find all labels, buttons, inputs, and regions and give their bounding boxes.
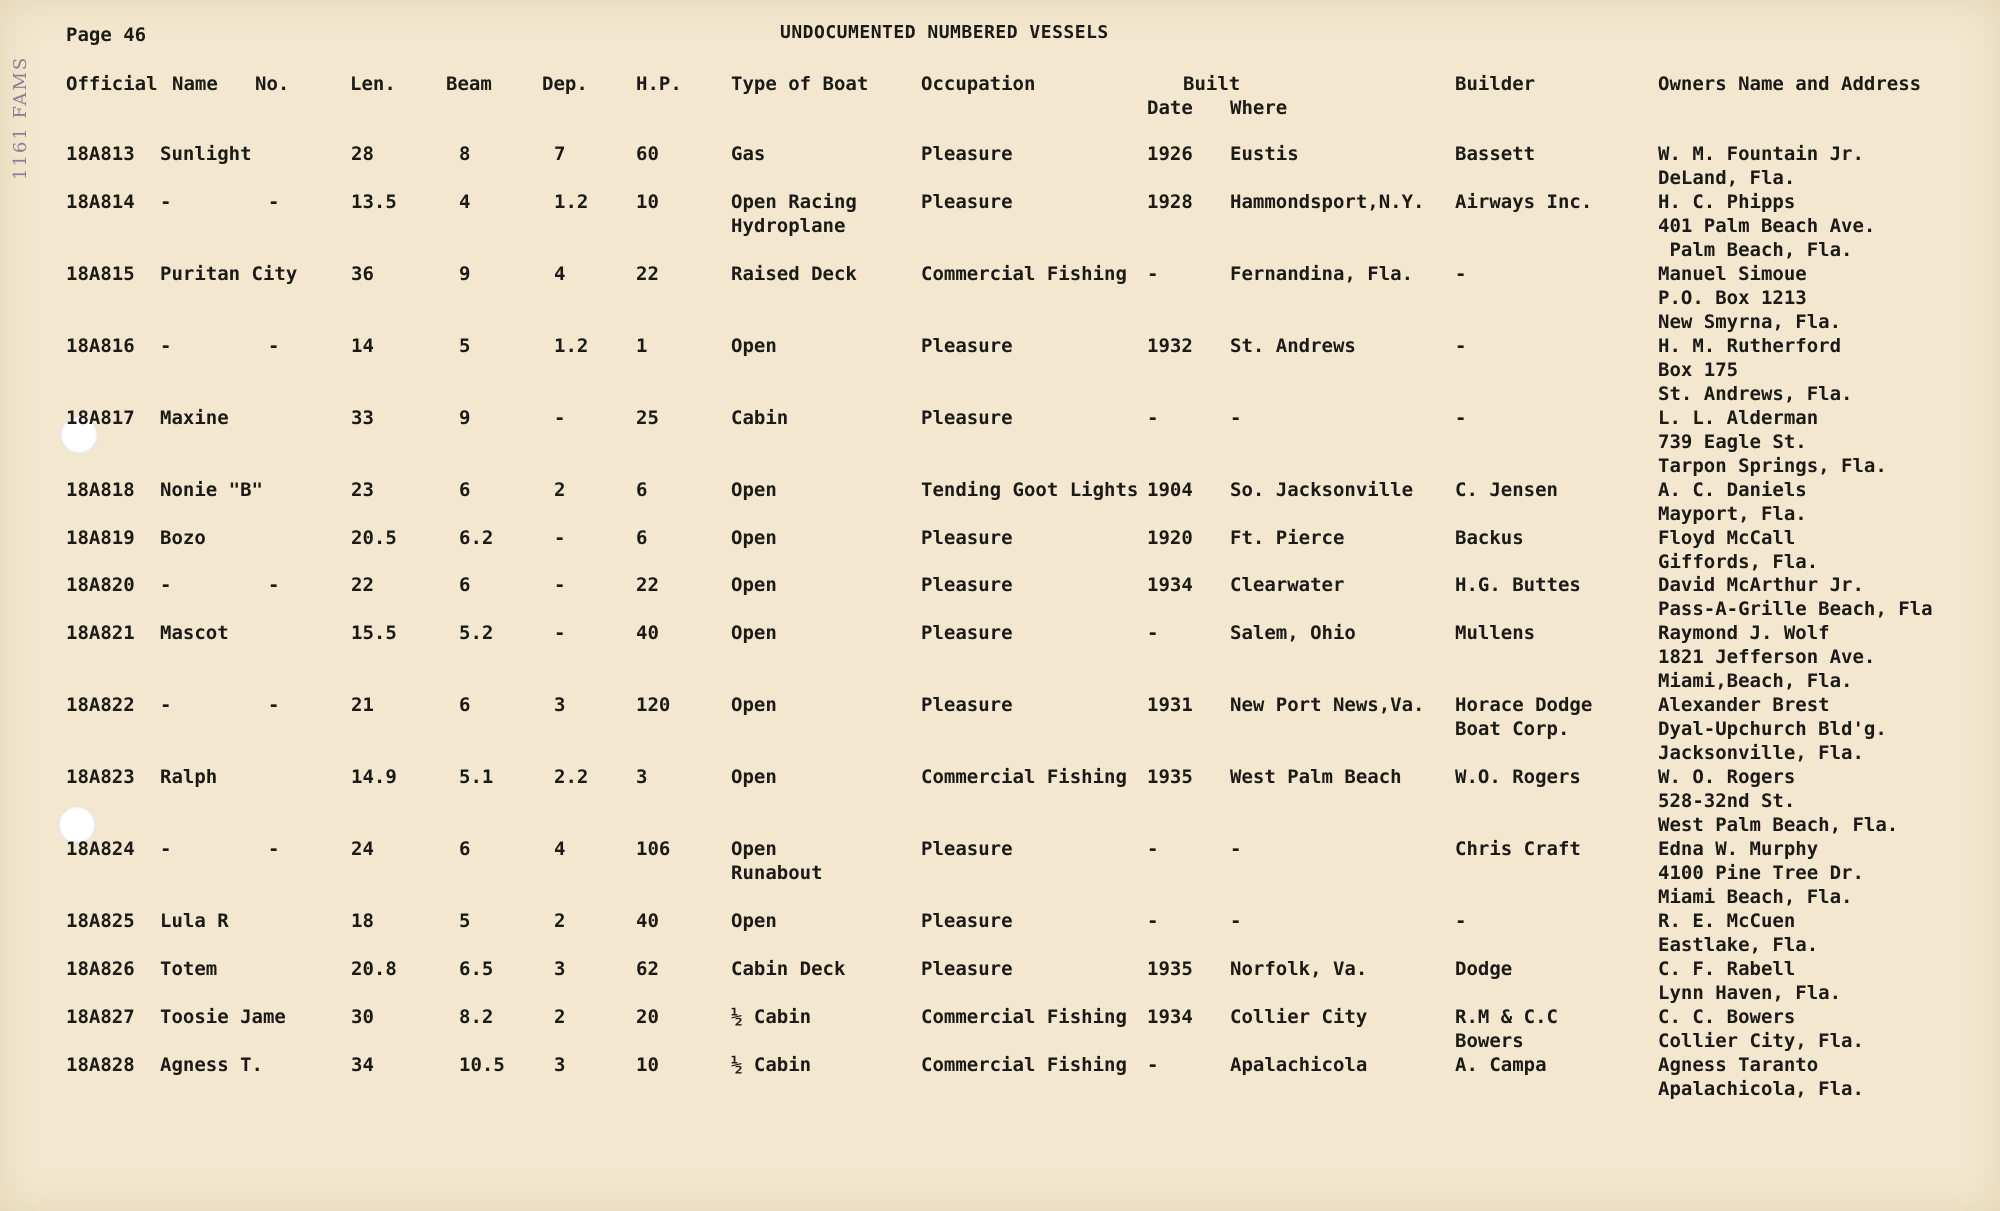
depth: 3: [554, 958, 566, 980]
built-date: 1934: [1147, 574, 1193, 596]
official-number: 18A817: [66, 407, 135, 429]
header-official: Official: [66, 73, 158, 95]
built-where: Apalachicola: [1230, 1054, 1368, 1076]
beam: 6: [459, 479, 471, 501]
length: 33: [351, 407, 374, 429]
depth: -: [554, 527, 566, 549]
built-where: Collier City: [1230, 1006, 1368, 1028]
horsepower: 10: [636, 1054, 659, 1076]
official-number: 18A818: [66, 479, 135, 501]
beam: 8: [459, 143, 471, 165]
depth: -: [554, 407, 566, 429]
official-number: 18A824: [66, 838, 135, 860]
beam: 5: [459, 910, 471, 932]
depth: -: [554, 574, 566, 596]
vessel-name: Puritan City: [160, 263, 298, 285]
type-of-boat: Gas: [731, 143, 766, 165]
builder: Horace Dodge Boat Corp.: [1455, 694, 1593, 740]
beam: 6.2: [459, 527, 494, 549]
builder: Backus: [1455, 527, 1524, 549]
owner-name-address: C. F. Rabell Lynn Haven, Fla.: [1658, 958, 1842, 1004]
builder: -: [1455, 910, 1467, 932]
built-date: 1935: [1147, 766, 1193, 788]
built-where: -: [1230, 838, 1242, 860]
beam: 6: [459, 838, 471, 860]
owner-name-address: H. C. Phipps 401 Palm Beach Ave. Palm Beach, Fla.: [1658, 191, 1876, 261]
built-date: -: [1147, 838, 1159, 860]
occupation: Commercial Fishing: [921, 263, 1127, 285]
header-owner: Owners Name and Address: [1658, 73, 1922, 95]
occupation: Pleasure: [921, 191, 1013, 213]
beam: 9: [459, 407, 471, 429]
length: 36: [351, 263, 374, 285]
depth: 4: [554, 838, 566, 860]
occupation: Pleasure: [921, 622, 1013, 644]
built-date: 1932: [1147, 335, 1193, 357]
built-where: West Palm Beach: [1230, 766, 1402, 788]
official-number: 18A815: [66, 263, 135, 285]
page-number: Page 46: [66, 24, 147, 46]
owner-name-address: David McArthur Jr. Pass-A-Grille Beach, Fla: [1658, 574, 1933, 620]
vessel-name: Sunlight: [160, 143, 252, 165]
length: 15.5: [351, 622, 397, 644]
margin-note: 1161 FAMS: [10, 55, 31, 180]
type-of-boat: ½ Cabin: [731, 1006, 812, 1028]
occupation: Commercial Fishing: [921, 1006, 1127, 1028]
vessel-name: Lula R: [160, 910, 229, 932]
type-of-boat: Cabin Deck: [731, 958, 846, 980]
built-date: -: [1147, 407, 1159, 429]
occupation: Pleasure: [921, 694, 1013, 716]
horsepower: 62: [636, 958, 659, 980]
built-where: Fernandina, Fla.: [1230, 263, 1414, 285]
owner-name-address: Agness Taranto Apalachicola, Fla.: [1658, 1054, 1864, 1100]
length: 23: [351, 479, 374, 501]
vessel-name: -: [160, 694, 172, 716]
header-name: Name: [172, 73, 218, 95]
builder: Airways Inc.: [1455, 191, 1593, 213]
length: 20.5: [351, 527, 397, 549]
built-where: -: [1230, 910, 1242, 932]
vessel-name: Maxine: [160, 407, 229, 429]
built-where: -: [1230, 407, 1242, 429]
header-date: Date: [1147, 97, 1193, 119]
type-of-boat: Open Runabout: [731, 838, 823, 884]
built-where: St. Andrews: [1230, 335, 1356, 357]
vessel-no: -: [268, 694, 280, 716]
official-number: 18A822: [66, 694, 135, 716]
beam: 6.5: [459, 958, 494, 980]
depth: 2.2: [554, 766, 589, 788]
type-of-boat: Cabin: [731, 407, 789, 429]
depth: 2: [554, 1006, 566, 1028]
occupation: Pleasure: [921, 143, 1013, 165]
owner-name-address: Floyd McCall Giffords, Fla.: [1658, 527, 1819, 573]
type-of-boat: Open: [731, 766, 777, 788]
header-no: No.: [255, 73, 290, 95]
depth: 3: [554, 694, 566, 716]
length: 30: [351, 1006, 374, 1028]
builder: Mullens: [1455, 622, 1536, 644]
vessel-name: Mascot: [160, 622, 229, 644]
horsepower: 106: [636, 838, 671, 860]
header-horsepower: H.P.: [636, 73, 682, 95]
beam: 6: [459, 694, 471, 716]
built-where: New Port News,Va.: [1230, 694, 1425, 716]
owner-name-address: Manuel Simoue P.O. Box 1213 New Smyrna, Fla.: [1658, 263, 1842, 333]
occupation: Pleasure: [921, 910, 1013, 932]
header-beam: Beam: [446, 73, 492, 95]
occupation: Pleasure: [921, 335, 1013, 357]
occupation: Pleasure: [921, 574, 1013, 596]
built-date: 1935: [1147, 958, 1193, 980]
built-where: Eustis: [1230, 143, 1299, 165]
length: 34: [351, 1054, 374, 1076]
builder: Dodge: [1455, 958, 1513, 980]
vessel-name: Agness T.: [160, 1054, 263, 1076]
type-of-boat: Open Racing Hydroplane: [731, 191, 857, 237]
vessel-name: -: [160, 838, 172, 860]
vessel-no: -: [268, 838, 280, 860]
horsepower: 6: [636, 527, 648, 549]
official-number: 18A827: [66, 1006, 135, 1028]
beam: 4: [459, 191, 471, 213]
builder: -: [1455, 335, 1467, 357]
builder: Chris Craft: [1455, 838, 1581, 860]
owner-name-address: Edna W. Murphy 4100 Pine Tree Dr. Miami Beach, Fla.: [1658, 838, 1864, 908]
length: 22: [351, 574, 374, 596]
horsepower: 40: [636, 910, 659, 932]
vessel-no: -: [268, 574, 280, 596]
vessel-name: Ralph: [160, 766, 218, 788]
horsepower: 120: [636, 694, 671, 716]
page-title: UNDOCUMENTED NUMBERED VESSELS: [780, 22, 1109, 43]
occupation: Tending Goot Lights: [921, 479, 1139, 501]
horsepower: 1: [636, 335, 648, 357]
builder: R.M & C.C Bowers: [1455, 1006, 1558, 1052]
header-type-of-boat: Type of Boat: [731, 73, 869, 95]
depth: 7: [554, 143, 566, 165]
official-number: 18A823: [66, 766, 135, 788]
built-date: 1904: [1147, 479, 1193, 501]
depth: 2: [554, 479, 566, 501]
length: 18: [351, 910, 374, 932]
depth: 4: [554, 263, 566, 285]
header-builder: Builder: [1455, 73, 1536, 95]
vessel-name: -: [160, 191, 172, 213]
type-of-boat: Open: [731, 910, 777, 932]
beam: 8.2: [459, 1006, 494, 1028]
official-number: 18A826: [66, 958, 135, 980]
type-of-boat: Open: [731, 527, 777, 549]
length: 21: [351, 694, 374, 716]
vessel-name: Toosie Jame: [160, 1006, 286, 1028]
length: 20.8: [351, 958, 397, 980]
header-length: Len.: [350, 73, 396, 95]
official-number: 18A828: [66, 1054, 135, 1076]
horsepower: 60: [636, 143, 659, 165]
horsepower: 25: [636, 407, 659, 429]
official-number: 18A814: [66, 191, 135, 213]
beam: 6: [459, 574, 471, 596]
built-date: 1928: [1147, 191, 1193, 213]
beam: 5.1: [459, 766, 494, 788]
owner-name-address: R. E. McCuen Eastlake, Fla.: [1658, 910, 1819, 956]
builder: A. Campa: [1455, 1054, 1547, 1076]
built-where: Clearwater: [1230, 574, 1345, 596]
occupation: Pleasure: [921, 407, 1013, 429]
header-built: Built: [1183, 73, 1241, 95]
owner-name-address: Alexander Brest Dyal-Upchurch Bld'g. Jacksonville, Fla.: [1658, 694, 1887, 764]
built-where: Salem, Ohio: [1230, 622, 1356, 644]
owner-name-address: Raymond J. Wolf 1821 Jefferson Ave. Miami,Beach, Fla.: [1658, 622, 1876, 692]
built-date: 1934: [1147, 1006, 1193, 1028]
beam: 9: [459, 263, 471, 285]
vessel-name: Bozo: [160, 527, 206, 549]
owner-name-address: W. M. Fountain Jr. DeLand, Fla.: [1658, 143, 1864, 189]
vessel-name: -: [160, 335, 172, 357]
horsepower: 22: [636, 263, 659, 285]
horsepower: 10: [636, 191, 659, 213]
horsepower: 40: [636, 622, 659, 644]
built-date: 1931: [1147, 694, 1193, 716]
owner-name-address: L. L. Alderman 739 Eagle St. Tarpon Springs, Fla.: [1658, 407, 1887, 477]
header-where: Where: [1230, 97, 1288, 119]
header-occupation: Occupation: [921, 73, 1036, 95]
built-where: Ft. Pierce: [1230, 527, 1345, 549]
beam: 5.2: [459, 622, 494, 644]
official-number: 18A821: [66, 622, 135, 644]
depth: -: [554, 622, 566, 644]
built-where: Hammondsport,N.Y.: [1230, 191, 1425, 213]
official-number: 18A813: [66, 143, 135, 165]
built-date: -: [1147, 263, 1159, 285]
owner-name-address: C. C. Bowers Collier City, Fla.: [1658, 1006, 1864, 1052]
builder: -: [1455, 407, 1467, 429]
length: 14.9: [351, 766, 397, 788]
occupation: Pleasure: [921, 527, 1013, 549]
official-number: 18A819: [66, 527, 135, 549]
type-of-boat: ½ Cabin: [731, 1054, 812, 1076]
built-date: -: [1147, 622, 1159, 644]
builder: H.G. Buttes: [1455, 574, 1581, 596]
occupation: Pleasure: [921, 838, 1013, 860]
occupation: Commercial Fishing: [921, 1054, 1127, 1076]
built-date: 1926: [1147, 143, 1193, 165]
depth: 3: [554, 1054, 566, 1076]
depth: 2: [554, 910, 566, 932]
depth: 1.2: [554, 335, 589, 357]
length: 13.5: [351, 191, 397, 213]
length: 28: [351, 143, 374, 165]
occupation: Commercial Fishing: [921, 766, 1127, 788]
built-date: -: [1147, 1054, 1159, 1076]
builder: C. Jensen: [1455, 479, 1558, 501]
builder: W.O. Rogers: [1455, 766, 1581, 788]
official-number: 18A825: [66, 910, 135, 932]
builder: Bassett: [1455, 143, 1536, 165]
type-of-boat: Raised Deck: [731, 263, 857, 285]
type-of-boat: Open: [731, 574, 777, 596]
builder: -: [1455, 263, 1467, 285]
horsepower: 20: [636, 1006, 659, 1028]
vessel-name: Nonie "B": [160, 479, 263, 501]
type-of-boat: Open: [731, 694, 777, 716]
horsepower: 3: [636, 766, 648, 788]
type-of-boat: Open: [731, 479, 777, 501]
official-number: 18A820: [66, 574, 135, 596]
occupation: Pleasure: [921, 958, 1013, 980]
depth: 1.2: [554, 191, 589, 213]
owner-name-address: H. M. Rutherford Box 175 St. Andrews, Fla.: [1658, 335, 1853, 405]
built-where: Norfolk, Va.: [1230, 958, 1368, 980]
owner-name-address: W. O. Rogers 528-32nd St. West Palm Beach, Fla.: [1658, 766, 1899, 836]
horsepower: 22: [636, 574, 659, 596]
built-where: So. Jacksonville: [1230, 479, 1414, 501]
built-date: -: [1147, 910, 1159, 932]
vessel-name: -: [160, 574, 172, 596]
horsepower: 6: [636, 479, 648, 501]
type-of-boat: Open: [731, 622, 777, 644]
length: 24: [351, 838, 374, 860]
header-depth: Dep.: [542, 73, 588, 95]
beam: 5: [459, 335, 471, 357]
owner-name-address: A. C. Daniels Mayport, Fla.: [1658, 479, 1807, 525]
vessel-no: -: [268, 335, 280, 357]
length: 14: [351, 335, 374, 357]
built-date: 1920: [1147, 527, 1193, 549]
vessel-name: Totem: [160, 958, 218, 980]
vessel-no: -: [268, 191, 280, 213]
beam: 10.5: [459, 1054, 505, 1076]
type-of-boat: Open: [731, 335, 777, 357]
official-number: 18A816: [66, 335, 135, 357]
